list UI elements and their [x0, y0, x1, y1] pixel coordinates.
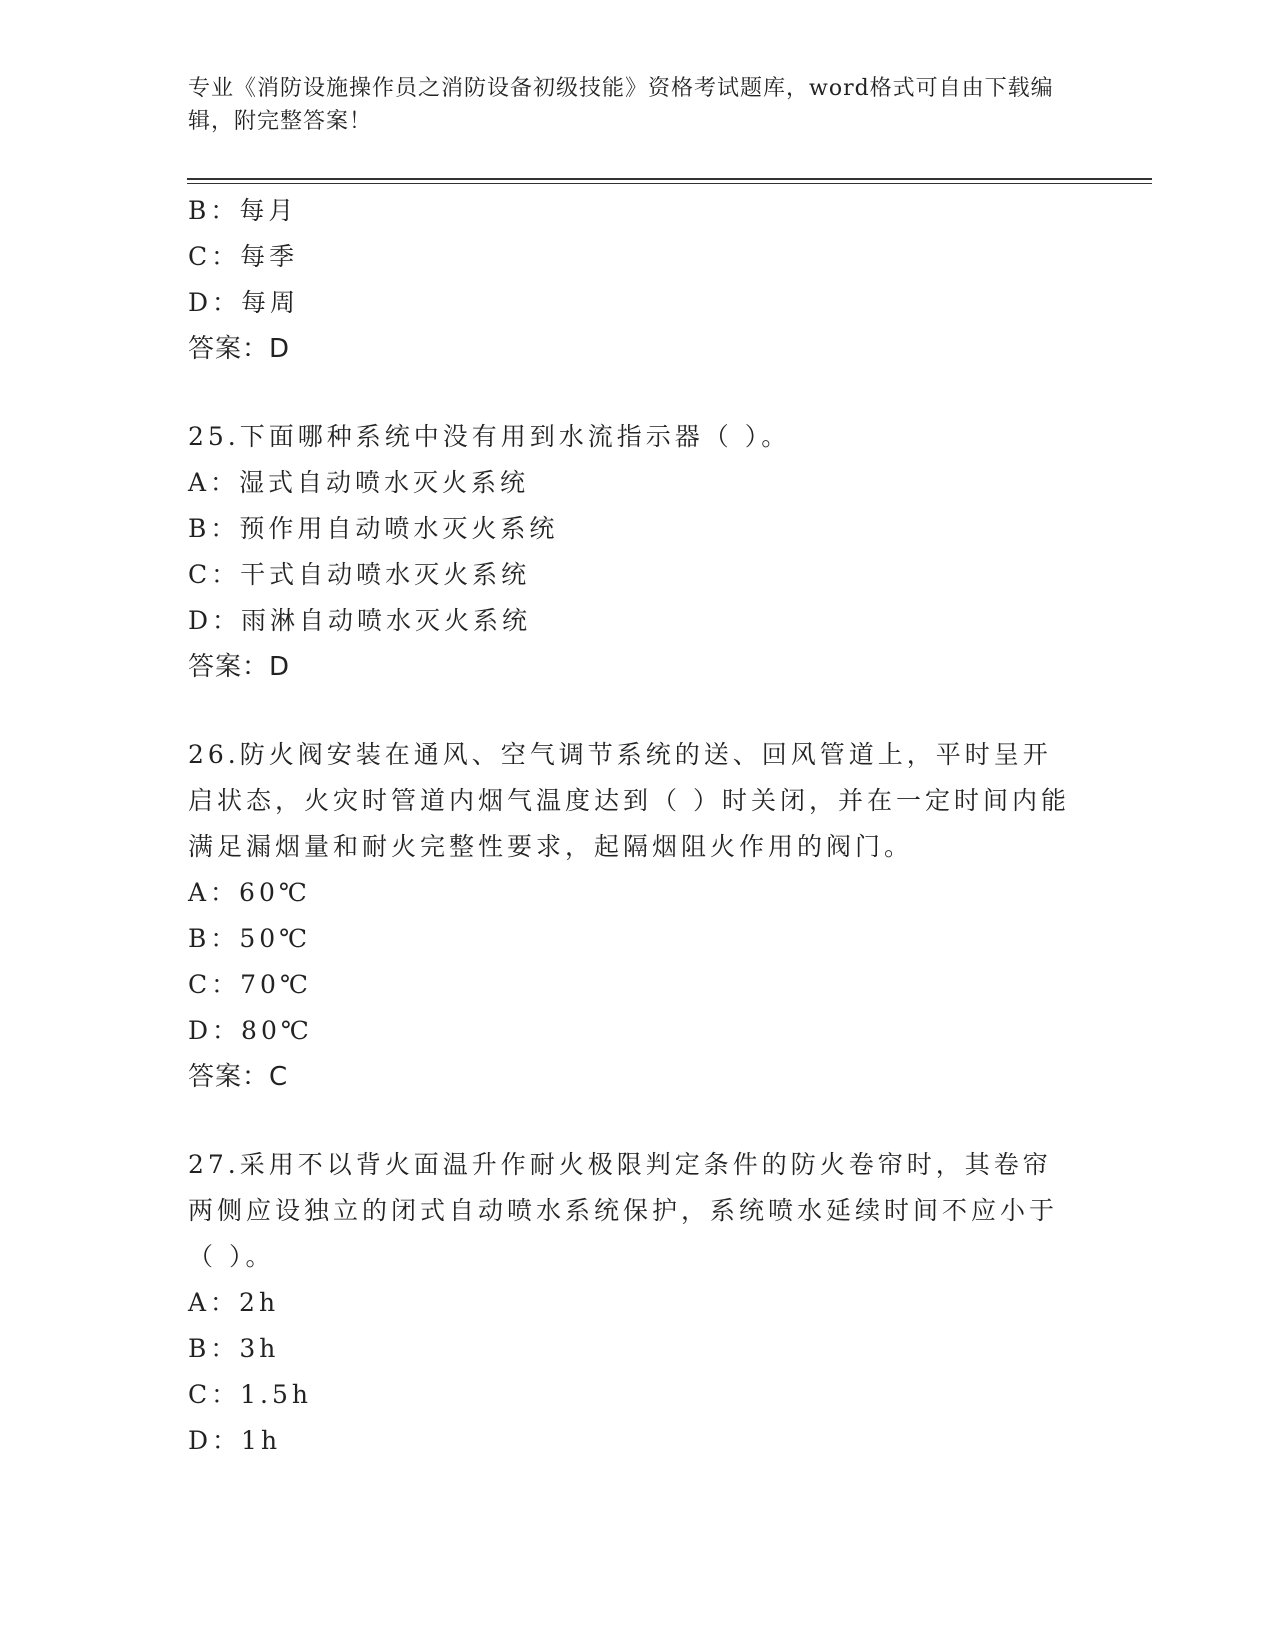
- question-text: 25.下面哪种系统中没有用到水流指示器（ ）。: [188, 422, 791, 451]
- question-24: [188, 188, 1078, 372]
- option-c: C：70℃: [188, 970, 312, 999]
- option-c: C：干式自动喷水灭火系统: [188, 560, 531, 589]
- option-c: C：1.5h: [188, 1380, 312, 1409]
- option-a: A：湿式自动喷水灭火系统: [188, 468, 530, 497]
- option-d: D：1h: [188, 1426, 282, 1455]
- option-d: D：80℃: [188, 1016, 313, 1045]
- header-rule-thin: [187, 183, 1152, 184]
- question-text: 27.采用不以背火面温升作耐火极限判定条件的防火卷帘时，其卷帘两侧应设独立的闭式自动喷水系统保护，系统喷水延续时间不应小于（ ）。: [188, 1150, 1059, 1271]
- header-rule-thick: [187, 178, 1152, 180]
- option-a: A：60℃: [188, 878, 311, 907]
- header-text: 专业《消防设施操作员之消防设备初级技能》资格考试题库，word格式可自由下载编辑，附完整答案！: [188, 76, 1054, 134]
- option-b: B：预作用自动喷水灭火系统: [188, 514, 559, 543]
- answer: 答案：C: [188, 1062, 289, 1092]
- option-c: C：每季: [188, 242, 299, 271]
- answer: 答案：D: [188, 334, 291, 364]
- option-a: A：2h: [188, 1288, 280, 1317]
- option-b: B：3h: [188, 1334, 280, 1363]
- option-b: B：每月: [188, 196, 298, 225]
- option-d: D：雨淋自动喷水灭火系统: [188, 606, 532, 635]
- question-27: [188, 1142, 1078, 1464]
- question-content: [188, 188, 1078, 1464]
- question-text: 26.防火阀安装在通风、空气调节系统的送、回风管道上，平时呈开启状态，火灾时管道内烟气温度达到（ ）时关闭，并在一定时间内能满足漏烟量和耐火完整性要求，起隔烟阻火作用的阀门。: [188, 740, 1070, 861]
- question-26: [188, 732, 1078, 1100]
- option-b: B：50℃: [188, 924, 312, 953]
- option-d: D：每周: [188, 288, 300, 317]
- document-header: [188, 72, 1068, 138]
- answer: 答案：D: [188, 652, 291, 682]
- question-25: [188, 414, 1078, 690]
